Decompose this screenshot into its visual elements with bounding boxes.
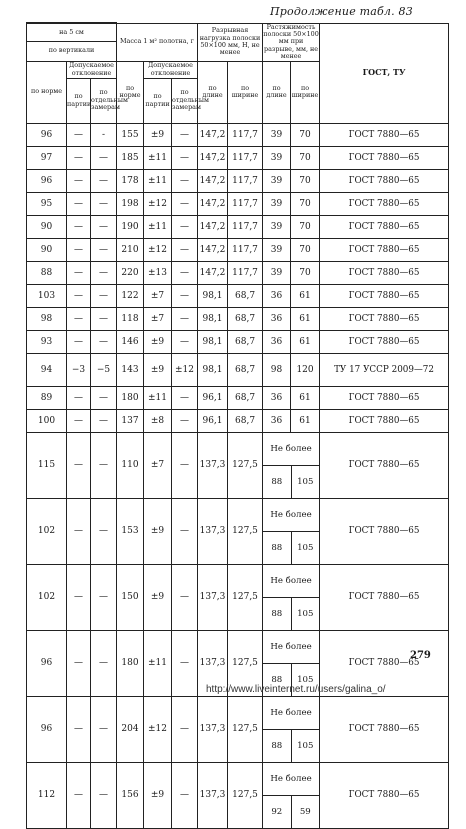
not-more-label: Не более bbox=[270, 575, 312, 586]
table-row bbox=[27, 564, 449, 630]
cell-mass-batch-dev: ±11 bbox=[144, 630, 172, 696]
cell-mass-batch-dev: ±12 bbox=[144, 192, 172, 215]
cell-nominal: 100 bbox=[27, 409, 67, 432]
tolerance-header: Допускаемое отклонение bbox=[67, 61, 117, 78]
cell-mass: 153 bbox=[117, 498, 144, 564]
cell-elongation-length: 36 bbox=[263, 307, 291, 330]
cell-batch-dev: — bbox=[67, 432, 91, 498]
cell-batch-dev: — bbox=[67, 762, 91, 828]
cell-elongation-width: 59 bbox=[291, 795, 319, 828]
cell-mass: 143 bbox=[117, 353, 144, 386]
cell-gost: ГОСТ 7880—65 bbox=[320, 169, 449, 192]
cell-elongation-length: 39 bbox=[263, 146, 291, 169]
cell-load-width: 127,5 bbox=[228, 432, 263, 498]
not-more-label: Не более bbox=[270, 641, 312, 652]
cell-load-width: 117,7 bbox=[228, 261, 263, 284]
cell-elongation-length: 98 bbox=[263, 353, 291, 386]
cell-load-length: 137,3 bbox=[198, 498, 228, 564]
cell-single-dev: — bbox=[91, 564, 117, 630]
cell-load-width: 127,5 bbox=[228, 696, 263, 762]
elongation-length-header: по длине bbox=[263, 61, 291, 123]
cell-batch-dev: — bbox=[67, 564, 91, 630]
cell-gost: ГОСТ 7880—65 bbox=[320, 146, 449, 169]
cell-nominal: 102 bbox=[27, 564, 67, 630]
cell-elongation-max bbox=[263, 696, 320, 762]
cell-mass-batch-dev: ±13 bbox=[144, 261, 172, 284]
cell-mass-single-dev: — bbox=[172, 630, 198, 696]
cell-load-length: 137,3 bbox=[198, 432, 228, 498]
cell-elongation-max bbox=[263, 762, 320, 828]
cell-mass: 137 bbox=[117, 409, 144, 432]
cell-nominal: 98 bbox=[27, 307, 67, 330]
cell-batch-dev: — bbox=[67, 123, 91, 146]
cell-mass-batch-dev: ±11 bbox=[144, 386, 172, 409]
cell-elongation-width: 70 bbox=[291, 123, 320, 146]
breaking-load-header: Разрывная нагрузка полоски 50×100 мм, Н, не менее bbox=[198, 23, 263, 61]
cell-elongation-length: 39 bbox=[263, 123, 291, 146]
cell-nominal: 90 bbox=[27, 238, 67, 261]
cell-load-length: 147,2 bbox=[198, 192, 228, 215]
load-width-header: по ширине bbox=[228, 61, 263, 123]
cell-mass-batch-dev: ±7 bbox=[144, 432, 172, 498]
cell-gost: ГОСТ 7880—65 bbox=[320, 564, 449, 630]
cell-nominal: 88 bbox=[27, 261, 67, 284]
table-body bbox=[27, 123, 449, 828]
cell-gost: ГОСТ 7880—65 bbox=[320, 284, 449, 307]
cell-elongation-width: 105 bbox=[291, 729, 319, 762]
cell-gost: ГОСТ 7880—65 bbox=[320, 762, 449, 828]
cell-single-dev: — bbox=[91, 330, 117, 353]
cell-mass: 210 bbox=[117, 238, 144, 261]
fabric-specs-table bbox=[26, 22, 449, 829]
cell-nominal: 103 bbox=[27, 284, 67, 307]
table-continuation-caption: Продолжение табл. 83 bbox=[270, 5, 413, 18]
cell-elongation-length: 88 bbox=[263, 597, 291, 630]
cell-mass-single-dev: — bbox=[172, 432, 198, 498]
cell-batch-dev: −3 bbox=[67, 353, 91, 386]
cell-elongation-length: 92 bbox=[263, 795, 291, 828]
cell-load-width: 127,5 bbox=[228, 564, 263, 630]
cell-load-width: 117,7 bbox=[228, 215, 263, 238]
cell-mass-batch-dev: ±12 bbox=[144, 238, 172, 261]
table-row bbox=[27, 261, 449, 284]
cell-nominal: 97 bbox=[27, 146, 67, 169]
page-number: 279 bbox=[410, 650, 431, 661]
cell-gost: ГОСТ 7880—65 bbox=[320, 386, 449, 409]
cell-mass-batch-dev: ±9 bbox=[144, 762, 172, 828]
table-row bbox=[27, 330, 449, 353]
cell-mass-single-dev: — bbox=[172, 261, 198, 284]
cell-mass-single-dev: — bbox=[172, 498, 198, 564]
cell-batch-dev: — bbox=[67, 498, 91, 564]
cell-gost: ГОСТ 7880—65 bbox=[320, 409, 449, 432]
table-row bbox=[27, 762, 449, 828]
cell-elongation-length: 39 bbox=[263, 215, 291, 238]
cell-gost: ГОСТ 7880—65 bbox=[320, 192, 449, 215]
cell-nominal: 93 bbox=[27, 330, 67, 353]
cell-single-dev: — bbox=[91, 146, 117, 169]
cell-elongation-length: 36 bbox=[263, 409, 291, 432]
cell-load-width: 127,5 bbox=[228, 498, 263, 564]
cell-gost: ГОСТ 7880—65 bbox=[320, 238, 449, 261]
cell-single-dev: — bbox=[91, 238, 117, 261]
cell-nominal: 95 bbox=[27, 192, 67, 215]
cell-mass-batch-dev: ±11 bbox=[144, 169, 172, 192]
cell-elongation-width: 105 bbox=[291, 531, 319, 564]
cell-elongation-width: 105 bbox=[291, 663, 319, 696]
data-table-wrapper bbox=[26, 22, 448, 829]
cell-mass: 146 bbox=[117, 330, 144, 353]
cell-gost: ГОСТ 7880—65 bbox=[320, 330, 449, 353]
cell-load-length: 98,1 bbox=[198, 353, 228, 386]
cell-elongation-length: 39 bbox=[263, 192, 291, 215]
cell-elongation-width: 70 bbox=[291, 146, 320, 169]
cell-load-width: 127,5 bbox=[228, 762, 263, 828]
mass-by-batch-header: по партии bbox=[144, 78, 172, 123]
cell-mass: 156 bbox=[117, 762, 144, 828]
cell-mass-batch-dev: ±7 bbox=[144, 284, 172, 307]
cell-single-dev: — bbox=[91, 215, 117, 238]
cell-mass: 178 bbox=[117, 169, 144, 192]
cell-mass: 180 bbox=[117, 386, 144, 409]
cell-elongation-width: 105 bbox=[291, 597, 319, 630]
table-row bbox=[27, 353, 449, 386]
by-single-header: по отдельным замерам bbox=[91, 78, 117, 123]
cell-mass-single-dev: — bbox=[172, 169, 198, 192]
cell-load-length: 98,1 bbox=[198, 330, 228, 353]
cell-mass-batch-dev: ±11 bbox=[144, 215, 172, 238]
not-more-label: Не более bbox=[270, 509, 312, 520]
cell-load-length: 147,2 bbox=[198, 215, 228, 238]
cell-batch-dev: — bbox=[67, 238, 91, 261]
cell-elongation-max bbox=[263, 498, 320, 564]
cell-elongation-length: 88 bbox=[263, 663, 291, 696]
cell-load-length: 137,3 bbox=[198, 762, 228, 828]
cell-mass-batch-dev: ±8 bbox=[144, 409, 172, 432]
table-row bbox=[27, 215, 449, 238]
cell-elongation-length: 39 bbox=[263, 169, 291, 192]
cell-mass-single-dev: — bbox=[172, 330, 198, 353]
cell-load-width: 68,7 bbox=[228, 386, 263, 409]
cell-nominal: 94 bbox=[27, 353, 67, 386]
cell-elongation-width: 70 bbox=[291, 261, 320, 284]
cell-mass-batch-dev: ±9 bbox=[144, 353, 172, 386]
cell-elongation-length: 36 bbox=[263, 330, 291, 353]
cell-batch-dev: — bbox=[67, 307, 91, 330]
cell-single-dev: — bbox=[91, 630, 117, 696]
cell-gost: ГОСТ 7880—65 bbox=[320, 261, 449, 284]
mass-header: Масса 1 м² полотна, г bbox=[117, 23, 198, 61]
cell-elongation-width: 70 bbox=[291, 192, 320, 215]
cell-load-width: 117,7 bbox=[228, 146, 263, 169]
cell-mass-batch-dev: ±7 bbox=[144, 307, 172, 330]
table-row bbox=[27, 307, 449, 330]
cell-batch-dev: — bbox=[67, 386, 91, 409]
table-row bbox=[27, 432, 449, 498]
table-row bbox=[27, 192, 449, 215]
cell-load-length: 98,1 bbox=[198, 307, 228, 330]
cell-mass-single-dev: — bbox=[172, 564, 198, 630]
cell-mass-single-dev: — bbox=[172, 409, 198, 432]
cell-nominal: 102 bbox=[27, 498, 67, 564]
cell-single-dev: — bbox=[91, 696, 117, 762]
cell-elongation-length: 88 bbox=[263, 531, 291, 564]
table-row bbox=[27, 498, 449, 564]
cell-load-length: 98,1 bbox=[198, 284, 228, 307]
cell-mass: 155 bbox=[117, 123, 144, 146]
cell-mass: 204 bbox=[117, 696, 144, 762]
table-row bbox=[27, 123, 449, 146]
cell-elongation-width: 70 bbox=[291, 169, 320, 192]
cell-elongation-length: 39 bbox=[263, 261, 291, 284]
cell-single-dev: — bbox=[91, 432, 117, 498]
cell-mass-single-dev: — bbox=[172, 215, 198, 238]
cell-mass-batch-dev: ±9 bbox=[144, 564, 172, 630]
cell-mass-batch-dev: ±12 bbox=[144, 696, 172, 762]
cell-elongation-length: 88 bbox=[263, 729, 291, 762]
cell-nominal: 96 bbox=[27, 630, 67, 696]
cell-load-width: 127,5 bbox=[228, 630, 263, 696]
cell-mass: 190 bbox=[117, 215, 144, 238]
cell-batch-dev: — bbox=[67, 192, 91, 215]
cell-mass: 118 bbox=[117, 307, 144, 330]
cell-mass-single-dev: — bbox=[172, 284, 198, 307]
cell-load-length: 137,3 bbox=[198, 630, 228, 696]
cell-elongation-width: 61 bbox=[291, 409, 320, 432]
cell-mass-batch-dev: ±11 bbox=[144, 146, 172, 169]
vertical-header: по вертикали bbox=[27, 41, 117, 61]
cell-mass: 150 bbox=[117, 564, 144, 630]
cell-mass-single-dev: — bbox=[172, 386, 198, 409]
cell-nominal: 96 bbox=[27, 169, 67, 192]
cell-mass-single-dev: — bbox=[172, 123, 198, 146]
cell-batch-dev: — bbox=[67, 215, 91, 238]
cell-elongation-max bbox=[263, 564, 320, 630]
cell-mass: 180 bbox=[117, 630, 144, 696]
cell-gost: ГОСТ 7880—65 bbox=[320, 432, 449, 498]
cell-gost: ГОСТ 7880—65 bbox=[320, 307, 449, 330]
cell-mass-single-dev: — bbox=[172, 238, 198, 261]
cell-load-width: 68,7 bbox=[228, 284, 263, 307]
cell-mass-single-dev: — bbox=[172, 762, 198, 828]
table-row bbox=[27, 284, 449, 307]
cell-load-width: 117,7 bbox=[228, 192, 263, 215]
cell-nominal: 96 bbox=[27, 123, 67, 146]
not-more-label: Не более bbox=[270, 773, 312, 784]
cell-load-length: 137,3 bbox=[198, 696, 228, 762]
cell-elongation-width: 120 bbox=[291, 353, 320, 386]
cell-batch-dev: — bbox=[67, 330, 91, 353]
cell-mass-single-dev: — bbox=[172, 146, 198, 169]
cell-mass: 110 bbox=[117, 432, 144, 498]
cell-elongation-width: 105 bbox=[291, 465, 319, 498]
cell-load-width: 68,7 bbox=[228, 353, 263, 386]
cell-single-dev: — bbox=[91, 498, 117, 564]
cell-gost: ГОСТ 7880—65 bbox=[320, 215, 449, 238]
cell-load-width: 68,7 bbox=[228, 307, 263, 330]
cell-elongation-width: 61 bbox=[291, 386, 320, 409]
cell-mass-batch-dev: ±9 bbox=[144, 123, 172, 146]
table-row bbox=[27, 238, 449, 261]
per-5cm-header: на 5 см bbox=[27, 23, 117, 41]
cell-load-length: 147,2 bbox=[198, 238, 228, 261]
cell-mass: 220 bbox=[117, 261, 144, 284]
cell-single-dev: — bbox=[91, 169, 117, 192]
cell-load-width: 68,7 bbox=[228, 409, 263, 432]
cell-elongation-width: 61 bbox=[291, 307, 320, 330]
mass-nominal-header: по норме bbox=[117, 61, 144, 123]
cell-batch-dev: — bbox=[67, 409, 91, 432]
table-row bbox=[27, 386, 449, 409]
cell-load-length: 137,3 bbox=[198, 564, 228, 630]
cell-gost: ГОСТ 7880—65 bbox=[320, 498, 449, 564]
mass-tolerance-header: Допускаемое отклонение bbox=[144, 61, 198, 78]
table-row bbox=[27, 169, 449, 192]
by-batch-header: по партии bbox=[67, 78, 91, 123]
cell-batch-dev: — bbox=[67, 169, 91, 192]
cell-elongation-length: 36 bbox=[263, 284, 291, 307]
cell-batch-dev: — bbox=[67, 146, 91, 169]
cell-load-length: 147,2 bbox=[198, 261, 228, 284]
not-more-label: Не более bbox=[270, 707, 312, 718]
cell-single-dev: — bbox=[91, 409, 117, 432]
elongation-header: Растяжимость полоски 50×100 мм при разрыве, мм, не менее bbox=[263, 22, 319, 61]
cell-batch-dev: — bbox=[67, 261, 91, 284]
cell-nominal: 96 bbox=[27, 696, 67, 762]
cell-load-width: 117,7 bbox=[228, 123, 263, 146]
cell-gost: ТУ 17 УССР 2009—72 bbox=[320, 353, 449, 386]
cell-single-dev: — bbox=[91, 284, 117, 307]
cell-mass: 185 bbox=[117, 146, 144, 169]
cell-nominal: 115 bbox=[27, 432, 67, 498]
cell-batch-dev: — bbox=[67, 630, 91, 696]
cell-elongation-length: 36 bbox=[263, 386, 291, 409]
cell-single-dev: — bbox=[91, 261, 117, 284]
table-row bbox=[27, 696, 449, 762]
cell-mass: 122 bbox=[117, 284, 144, 307]
cell-mass-single-dev: — bbox=[172, 307, 198, 330]
cell-gost: ГОСТ 7880—65 bbox=[320, 630, 449, 696]
cell-nominal: 112 bbox=[27, 762, 67, 828]
cell-mass-single-dev: ±12 bbox=[172, 353, 198, 386]
cell-nominal: 89 bbox=[27, 386, 67, 409]
nominal-header: по норме bbox=[27, 61, 67, 123]
cell-elongation-length: 39 bbox=[263, 238, 291, 261]
cell-batch-dev: — bbox=[67, 696, 91, 762]
cell-batch-dev: — bbox=[67, 284, 91, 307]
mass-by-single-header: по отдельным замерам bbox=[172, 78, 198, 123]
cell-gost: ГОСТ 7880—65 bbox=[320, 123, 449, 146]
cell-single-dev: - bbox=[91, 123, 117, 146]
load-length-header: по длине bbox=[198, 61, 228, 123]
cell-load-width: 68,7 bbox=[228, 330, 263, 353]
elongation-width-header: по ширине bbox=[291, 61, 320, 123]
cell-load-length: 96,1 bbox=[198, 409, 228, 432]
cell-single-dev: −5 bbox=[91, 353, 117, 386]
table-row bbox=[27, 409, 449, 432]
cell-nominal: 90 bbox=[27, 215, 67, 238]
cell-elongation-width: 70 bbox=[291, 215, 320, 238]
cell-load-length: 147,2 bbox=[198, 146, 228, 169]
cell-load-length: 96,1 bbox=[198, 386, 228, 409]
cell-mass-batch-dev: ±9 bbox=[144, 498, 172, 564]
cell-load-length: 147,2 bbox=[198, 169, 228, 192]
cell-elongation-width: 70 bbox=[291, 238, 320, 261]
cell-load-width: 117,7 bbox=[228, 169, 263, 192]
cell-elongation-width: 61 bbox=[291, 330, 320, 353]
cell-load-width: 117,7 bbox=[228, 238, 263, 261]
table-row bbox=[27, 146, 449, 169]
cell-elongation-width: 61 bbox=[291, 284, 320, 307]
cell-single-dev: — bbox=[91, 192, 117, 215]
cell-single-dev: — bbox=[91, 762, 117, 828]
gost-header: ГОСТ, ТУ bbox=[320, 23, 449, 123]
cell-single-dev: — bbox=[91, 307, 117, 330]
watermark-url[interactable]: http://www.liveinternet.ru/users/galina_o/ bbox=[206, 684, 386, 695]
cell-elongation-length: 88 bbox=[263, 465, 291, 498]
not-more-label: Не более bbox=[270, 443, 312, 454]
cell-mass-batch-dev: ±9 bbox=[144, 330, 172, 353]
cell-mass: 198 bbox=[117, 192, 144, 215]
cell-load-length: 147,2 bbox=[198, 123, 228, 146]
cell-mass-single-dev: — bbox=[172, 696, 198, 762]
cell-gost: ГОСТ 7880—65 bbox=[320, 696, 449, 762]
cell-single-dev: — bbox=[91, 386, 117, 409]
cell-mass-single-dev: — bbox=[172, 192, 198, 215]
cell-elongation-max bbox=[263, 432, 320, 498]
